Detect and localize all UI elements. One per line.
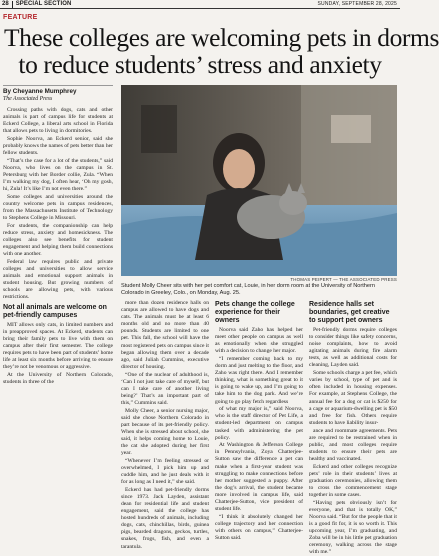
paragraph: “I remember coming back to my dorm and just melting to the floor, and Zaho was right there. And I remember thinking, what is something great to it is going to wake up, and I’m going to take him to the dog park. And we’re going to go play fetch regardless: [215, 355, 303, 405]
paragraph: At the University of Northern Colorado, students in three of the: [3, 371, 113, 385]
photo-credit: THOMAS PEIPERT — THE ASSOCIATED PRESS: [290, 277, 397, 282]
paragraph: ance and roommate agreements. Pets are required to be restrained when in public, and most colleges require students to ensure their pets are healthy and vaccinated.: [309, 427, 397, 462]
byline: By Cheyanne Mumphrey: [3, 88, 77, 95]
photo-caption: Student Molly Cheer sits with her pet comfort cat, Louie, in her dorm room at the University of Northern Colorado in Greeley, Colo., on Monday, Aug. 25.: [121, 283, 376, 297]
paragraph: “That’s the case for a lot of the students,” said Noorva, who lives on the campus in St. Petersburg with her Border collie, Zula. “When I’m walking my dog, I often hear, ‘Oh my gosh, hi, Zula! It’s like I’m not even there.”: [3, 157, 113, 193]
paragraph: of what my major is,” said Noorva, who is the staff director of Pet Life, a student-led department on campus tasked with administering the pet policy.: [215, 406, 303, 441]
article-column-4: [309, 300, 397, 556]
headline-line-2: to reduce students’ stress and anxiety: [18, 50, 382, 79]
photo-illustration: [121, 85, 397, 276]
header-divider: [12, 1, 13, 8]
article-column-2: [121, 300, 209, 550]
paragraph: Sophie Noorva, an Eckerd senior, said she probably knows the names of pets better than her fellow students.: [3, 135, 113, 157]
subhead-not-all-animals: Not all animals are welcome on pet-friendly campuses: [3, 303, 107, 319]
page-header: [0, 0, 400, 9]
paragraph: more than dozen residence halls on campus are allowed to have dogs and cats. The animals must be at least 6 months old and no more than 40 pounds. Students are limited to one pet. This fall, the school will have the most registered pets on campus since it began allowing them over a decade ago, said Juliah Cummins, executive director of housing.: [121, 300, 209, 370]
paragraph: For students, the companionship can help reduce stress, anxiety and homesickness. The colleges also see benefits for student engagement and helping them build connections with one another.: [3, 222, 113, 258]
headline-line-1: These colleges are welcoming pets in dorms: [4, 23, 439, 52]
paragraph: Eckerd has had pet-friendly dorms since 1973. Jack Layden, assistant dean for residential life and student engagement, said the college has hosted hundreds of animals, including dogs, cats, chinchillas, birds, guinea pigs, bearded dragons, geckos, turtles, snakes, frogs, fish, and even a tarantula.: [121, 486, 209, 550]
paragraph: Federal law requires public and private colleges and universities to allow service animals and emotional support animals in student housing. But growing numbers of schools are allowing pets, with various restrictions.: [3, 258, 113, 301]
column-1-paragraphs: [3, 107, 113, 302]
article-column-3: [215, 300, 303, 542]
paragraph: Pet-friendly dorms require colleges to consider things like safety concerns, noise complaints, how to avoid agitating animals during fire alarm tests, as well as additional costs for cleaning, Layden said.: [309, 327, 397, 369]
section-flag: FEATURE: [3, 14, 38, 21]
paragraph: Crossing paths with dogs, cats and other animals is part of campus life for students at Eckerd College, a liberal arts school in Florida that allows pets to living in dormitories.: [3, 107, 113, 135]
byline-affiliation: The Associated Press: [3, 96, 53, 102]
paragraph: “I think it absolutely changed her college trajectory and her connection with others on campus,” Chatterjee-Sutton said.: [215, 513, 303, 542]
subhead: Pets change the college experience for their owners: [215, 301, 295, 324]
paragraph: Eckerd and other colleges recognize pets’ role in their students’ lives at graduation ceremonies, allowing them to cross the commencement stage together in some cases.: [309, 463, 397, 498]
article-column-1: [3, 85, 113, 410]
paragraph: MIT allows only cats, in limited numbers and in preapproved spaces. At Eckerd, students can bring their family pets to live with them on campus after their first semester. The college requires pets to have been part of students’ home life at least six months before arriving to ensure they’re not be venomous or aggressive.: [3, 321, 113, 371]
paragraph: Some schools charge a pet fee, which varies by school, type of pet and is often included in housing expenses. For example, at Stephens College, the annual fee for a dog or cat is $250 for a cage or aquarium-dwelling pet is $50 and free for fish. Others require students to have liability insur-: [309, 370, 397, 426]
paragraph: “One of the nuclear of adulthood is, ‘Can I not just take care of myself, but can I take care of another living being?’ That’s an important part of this,” Cummins said.: [121, 371, 209, 406]
paragraph: “Having pets obviously isn’t for everyone, and that is totally OK,” Noorva said. “But for the people that it is a good fit for, it is so worth it. This upcoming year, I’m graduating, and Zoba will be in his little pet graduation ceremony, walking across the stage with me.”: [309, 499, 397, 556]
subhead: Residence halls set boundaries, get creative to support pet owners: [309, 301, 390, 324]
paragraph: Some colleges and universities around the country welcome pets in campus residences, from the Massachusetts Institute of Technology to Stephens College in Missouri.: [3, 193, 113, 222]
paragraph: Molly Cheer, a senior nursing major, said she chose Northern Colorado in part because of its pet-friendly policy. When she is stressed about school, she said, it helps coming home to Louie, the cat she adopted during her first year.: [121, 407, 209, 457]
paragraph: “Whenever I’m feeling stressed or overwhelmed, I pick him up and cuddle him, and he just deals with it for as long as I need it,” she said.: [121, 457, 209, 486]
paragraph: Noorva said Zaho has helped her meet other people on campus as well as emotionally when she struggled with a decision to change her major.: [215, 327, 303, 355]
column-1-tail-paragraphs: [3, 322, 113, 386]
article-body: [3, 85, 397, 556]
headline: [4, 23, 439, 79]
section-name: SPECIAL SECTION: [15, 1, 72, 7]
page-number: 28: [2, 1, 9, 7]
article-photo: [121, 85, 397, 276]
byline-block: [3, 85, 113, 103]
paragraph: At Washington & Jefferson College in Pennsylvania, Zoya Chatterjee-Sutton saw the difference a pet can make when a first-year student was struggling to make connections before her mother suggested a puppy. After the dog’s arrival, the student became more involved in campus life, said Chatterjee-Sutton, vice president of student life.: [215, 442, 303, 513]
issue-date: SUNDAY, SEPTEMBER 28, 2025: [317, 1, 397, 7]
